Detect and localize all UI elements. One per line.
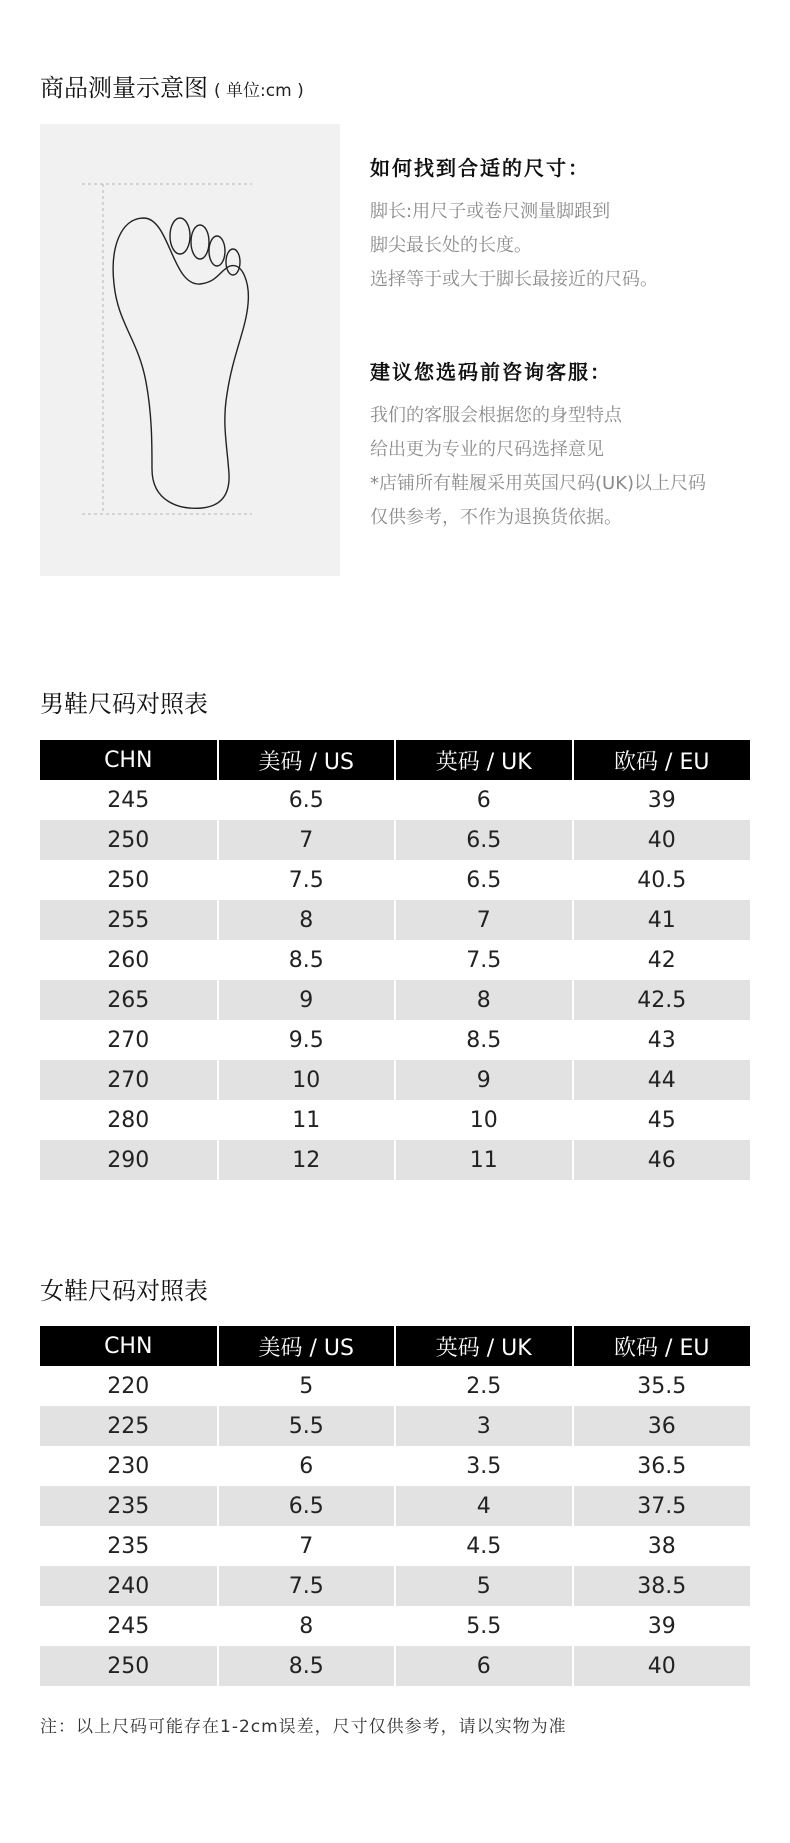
table-row	[40, 860, 750, 900]
cell-uk: 3	[395, 1406, 573, 1446]
cell-chn: 250	[40, 820, 218, 860]
cell-chn: 255	[40, 900, 218, 940]
table-row	[40, 1566, 750, 1606]
cell-us: 6	[218, 1446, 396, 1486]
cell-chn: 245	[40, 780, 218, 820]
cell-eu: 39	[573, 780, 751, 820]
table-row	[40, 1446, 750, 1486]
women-size-table	[40, 1326, 750, 1686]
cell-chn: 270	[40, 1020, 218, 1060]
cell-eu: 39	[573, 1606, 751, 1646]
cell-chn: 265	[40, 980, 218, 1020]
table-row	[40, 1140, 750, 1180]
table-header-row	[40, 740, 750, 780]
header-us: 美码 / US	[218, 740, 396, 780]
cell-us: 11	[218, 1100, 396, 1140]
cell-chn: 240	[40, 1566, 218, 1606]
cell-eu: 41	[573, 900, 751, 940]
cell-us: 7.5	[218, 860, 396, 900]
cell-uk: 6.5	[395, 820, 573, 860]
table-row	[40, 1100, 750, 1140]
cell-uk: 3.5	[395, 1446, 573, 1486]
cell-chn: 270	[40, 1060, 218, 1100]
guide-advice-title: 建议您选码前咨询客服：	[370, 360, 612, 384]
table-row	[40, 1060, 750, 1100]
cell-eu: 36	[573, 1406, 751, 1446]
cell-uk: 9	[395, 1060, 573, 1100]
cell-eu: 43	[573, 1020, 751, 1060]
cell-eu: 38.5	[573, 1566, 751, 1606]
guide-advice-line: *店铺所有鞋履采用英国尺码(UK)以上尺码	[370, 473, 707, 494]
guide-advice-line: 我们的客服会根据您的身型特点	[370, 405, 622, 426]
cell-eu: 40	[573, 820, 751, 860]
table-row	[40, 1366, 750, 1406]
guide-find-title: 如何找到合适的尺寸：	[370, 156, 590, 180]
guide-find-section	[370, 152, 770, 297]
table-row	[40, 1646, 750, 1686]
cell-chn: 280	[40, 1100, 218, 1140]
cell-eu: 40	[573, 1646, 751, 1686]
foot-diagram-panel	[40, 124, 340, 576]
toe-2	[170, 218, 190, 254]
cell-chn: 250	[40, 860, 218, 900]
cell-us: 8.5	[218, 1646, 396, 1686]
toe-3	[191, 225, 209, 259]
cell-us: 7	[218, 1526, 396, 1566]
cell-eu: 42	[573, 940, 751, 980]
table-row	[40, 780, 750, 820]
cell-us: 6.5	[218, 1486, 396, 1526]
cell-eu: 46	[573, 1140, 751, 1180]
cell-us: 5.5	[218, 1406, 396, 1446]
cell-uk: 10	[395, 1100, 573, 1140]
cell-uk: 7.5	[395, 940, 573, 980]
header-us: 美码 / US	[218, 1326, 396, 1366]
cell-uk: 6	[395, 780, 573, 820]
header-chn: CHN	[40, 740, 218, 780]
cell-eu: 40.5	[573, 860, 751, 900]
cell-chn: 230	[40, 1446, 218, 1486]
table-row	[40, 980, 750, 1020]
toe-5	[226, 249, 240, 275]
header-uk: 英码 / UK	[395, 740, 573, 780]
cell-chn: 290	[40, 1140, 218, 1180]
cell-us: 8	[218, 1606, 396, 1646]
table-row	[40, 1606, 750, 1646]
cell-us: 6.5	[218, 780, 396, 820]
header-eu: 欧码 / EU	[573, 740, 751, 780]
table-header-row	[40, 1326, 750, 1366]
disclaimer-note: 注：以上尺码可能存在1-2cm误差，尺寸仅供参考，请以实物为准	[40, 1717, 567, 1737]
cell-eu: 44	[573, 1060, 751, 1100]
guide-advice-line: 仅供参考，不作为退换货依据。	[370, 507, 622, 528]
cell-us: 10	[218, 1060, 396, 1100]
guide-advice-section	[370, 356, 770, 535]
cell-uk: 2.5	[395, 1366, 573, 1406]
cell-us: 7.5	[218, 1566, 396, 1606]
men-size-table	[40, 740, 750, 1180]
cell-us: 8	[218, 900, 396, 940]
guide-advice-line: 给出更为专业的尺码选择意见	[370, 439, 604, 460]
header-chn: CHN	[40, 1326, 218, 1366]
cell-uk: 5.5	[395, 1606, 573, 1646]
guide-find-line: 选择等于或大于脚长最接近的尺码。	[370, 269, 658, 290]
cell-us: 9	[218, 980, 396, 1020]
table-row	[40, 900, 750, 940]
cell-us: 7	[218, 820, 396, 860]
foot-sole-shape	[113, 218, 248, 508]
cell-us: 12	[218, 1140, 396, 1180]
cell-eu: 42.5	[573, 980, 751, 1020]
cell-uk: 8	[395, 980, 573, 1020]
cell-uk: 6	[395, 1646, 573, 1686]
measure-title	[40, 68, 304, 103]
cell-chn: 245	[40, 1606, 218, 1646]
cell-chn: 250	[40, 1646, 218, 1686]
cell-chn: 235	[40, 1486, 218, 1526]
cell-uk: 11	[395, 1140, 573, 1180]
cell-chn: 235	[40, 1526, 218, 1566]
cell-uk: 8.5	[395, 1020, 573, 1060]
cell-uk: 5	[395, 1566, 573, 1606]
table-row	[40, 1020, 750, 1060]
men-size-title: 男鞋尺码对照表	[40, 690, 208, 718]
cell-uk: 4.5	[395, 1526, 573, 1566]
header-uk: 英码 / UK	[395, 1326, 573, 1366]
table-row	[40, 940, 750, 980]
cell-chn: 225	[40, 1406, 218, 1446]
guide-find-line: 脚长:用尺子或卷尺测量脚跟到	[370, 201, 611, 222]
cell-eu: 45	[573, 1100, 751, 1140]
guide-find-line: 脚尖最长处的长度。	[370, 235, 532, 256]
toe-4	[209, 236, 225, 266]
cell-us: 5	[218, 1366, 396, 1406]
table-row	[40, 1406, 750, 1446]
women-size-title: 女鞋尺码对照表	[40, 1277, 208, 1305]
table-row	[40, 1526, 750, 1566]
cell-eu: 37.5	[573, 1486, 751, 1526]
cell-eu: 35.5	[573, 1366, 751, 1406]
cell-chn: 260	[40, 940, 218, 980]
header-eu: 欧码 / EU	[573, 1326, 751, 1366]
cell-uk: 7	[395, 900, 573, 940]
cell-us: 9.5	[218, 1020, 396, 1060]
measure-title-text: 商品测量示意图	[40, 74, 208, 102]
cell-eu: 36.5	[573, 1446, 751, 1486]
table-row	[40, 820, 750, 860]
cell-eu: 38	[573, 1526, 751, 1566]
foot-outline-icon	[40, 124, 340, 576]
cell-uk: 6.5	[395, 860, 573, 900]
measure-unit: ( 单位:cm )	[214, 81, 304, 101]
cell-uk: 4	[395, 1486, 573, 1526]
cell-chn: 220	[40, 1366, 218, 1406]
cell-us: 8.5	[218, 940, 396, 980]
table-row	[40, 1486, 750, 1526]
